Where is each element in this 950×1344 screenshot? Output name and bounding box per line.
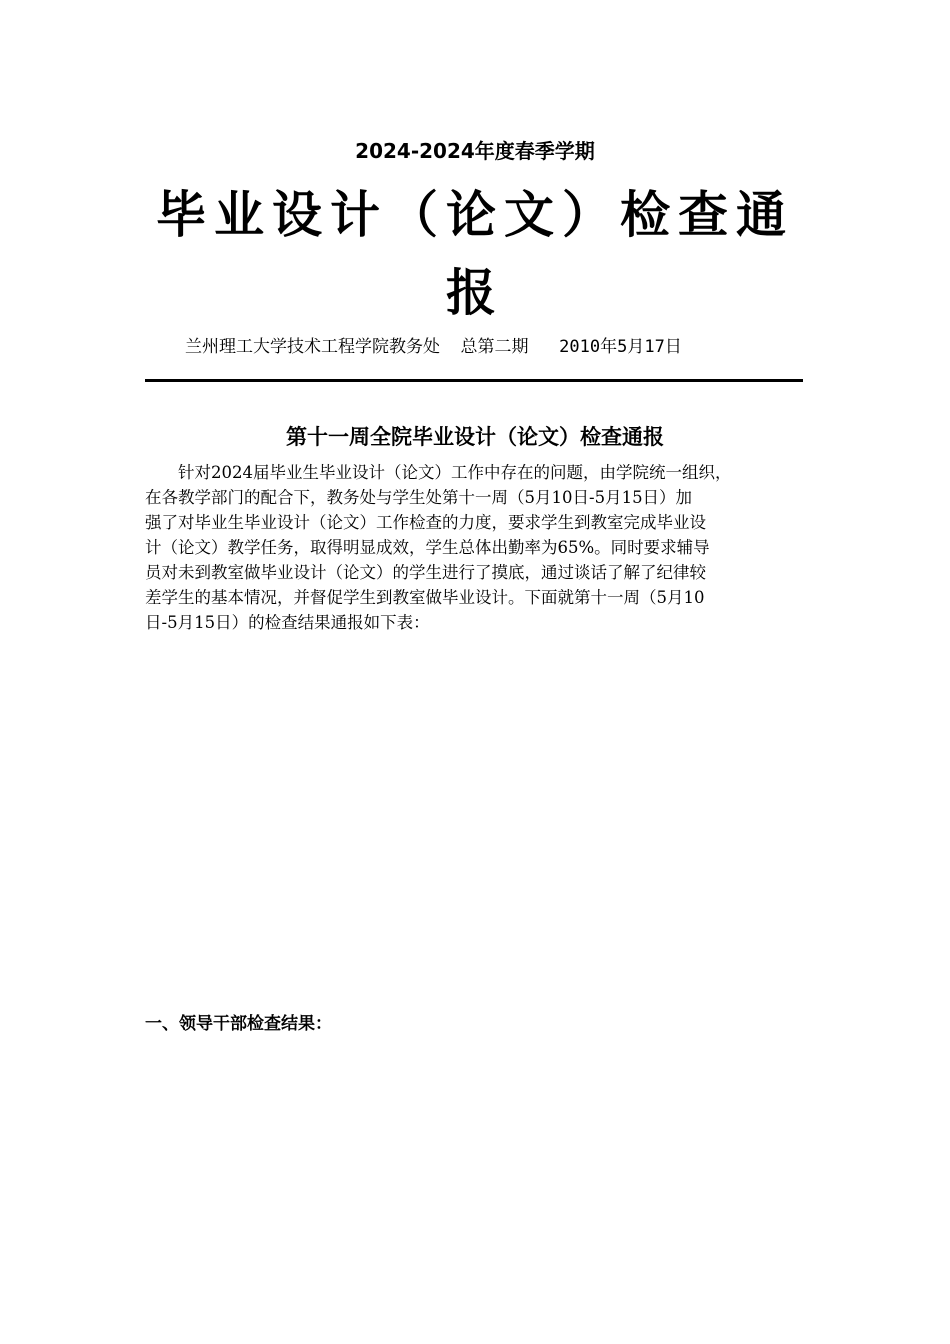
section-title: 第十一周全院毕业设计（论文）检查通报: [286, 425, 664, 449]
main-title: [145, 176, 805, 332]
paragraph-line: 计（论文）教学任务，取得明显成效，学生总体出勤率为65%。同时要求辅导: [145, 538, 710, 557]
issuer-line: 兰州理工大学技术工程学院教务处 总第二期 2010年5月17日: [185, 337, 682, 357]
header-divider: [145, 379, 803, 382]
subsection-heading: 一、领导干部检查结果：: [145, 1014, 332, 1034]
paragraph-line: 日-5月15日）的检查结果通报如下表：: [145, 613, 430, 632]
paragraph-line: 员对未到教室做毕业设计（论文）的学生进行了摸底，通过谈话了解了纪律较: [145, 563, 706, 582]
paragraph-line: 在各教学部门的配合下，教务处与学生处第十一周（5月10日-5月15日）加: [145, 488, 693, 507]
paragraph-line: 差学生的基本情况，并督促学生到教室做毕业设计。下面就第十一周（5月10: [145, 588, 705, 607]
paragraph-line: 针对2024届毕业生毕业设计（论文）工作中存在的问题，由学院统一组织，: [178, 463, 732, 482]
body-paragraph: [145, 460, 805, 635]
main-title-line-2: 报: [446, 264, 504, 322]
main-title-line-1: 毕业设计（论文）检查通: [156, 186, 794, 244]
term-heading: 2024-2024年度春季学期: [355, 139, 595, 163]
paragraph-line: 强了对毕业生毕业设计（论文）工作检查的力度，要求学生到教室完成毕业设: [145, 513, 706, 532]
